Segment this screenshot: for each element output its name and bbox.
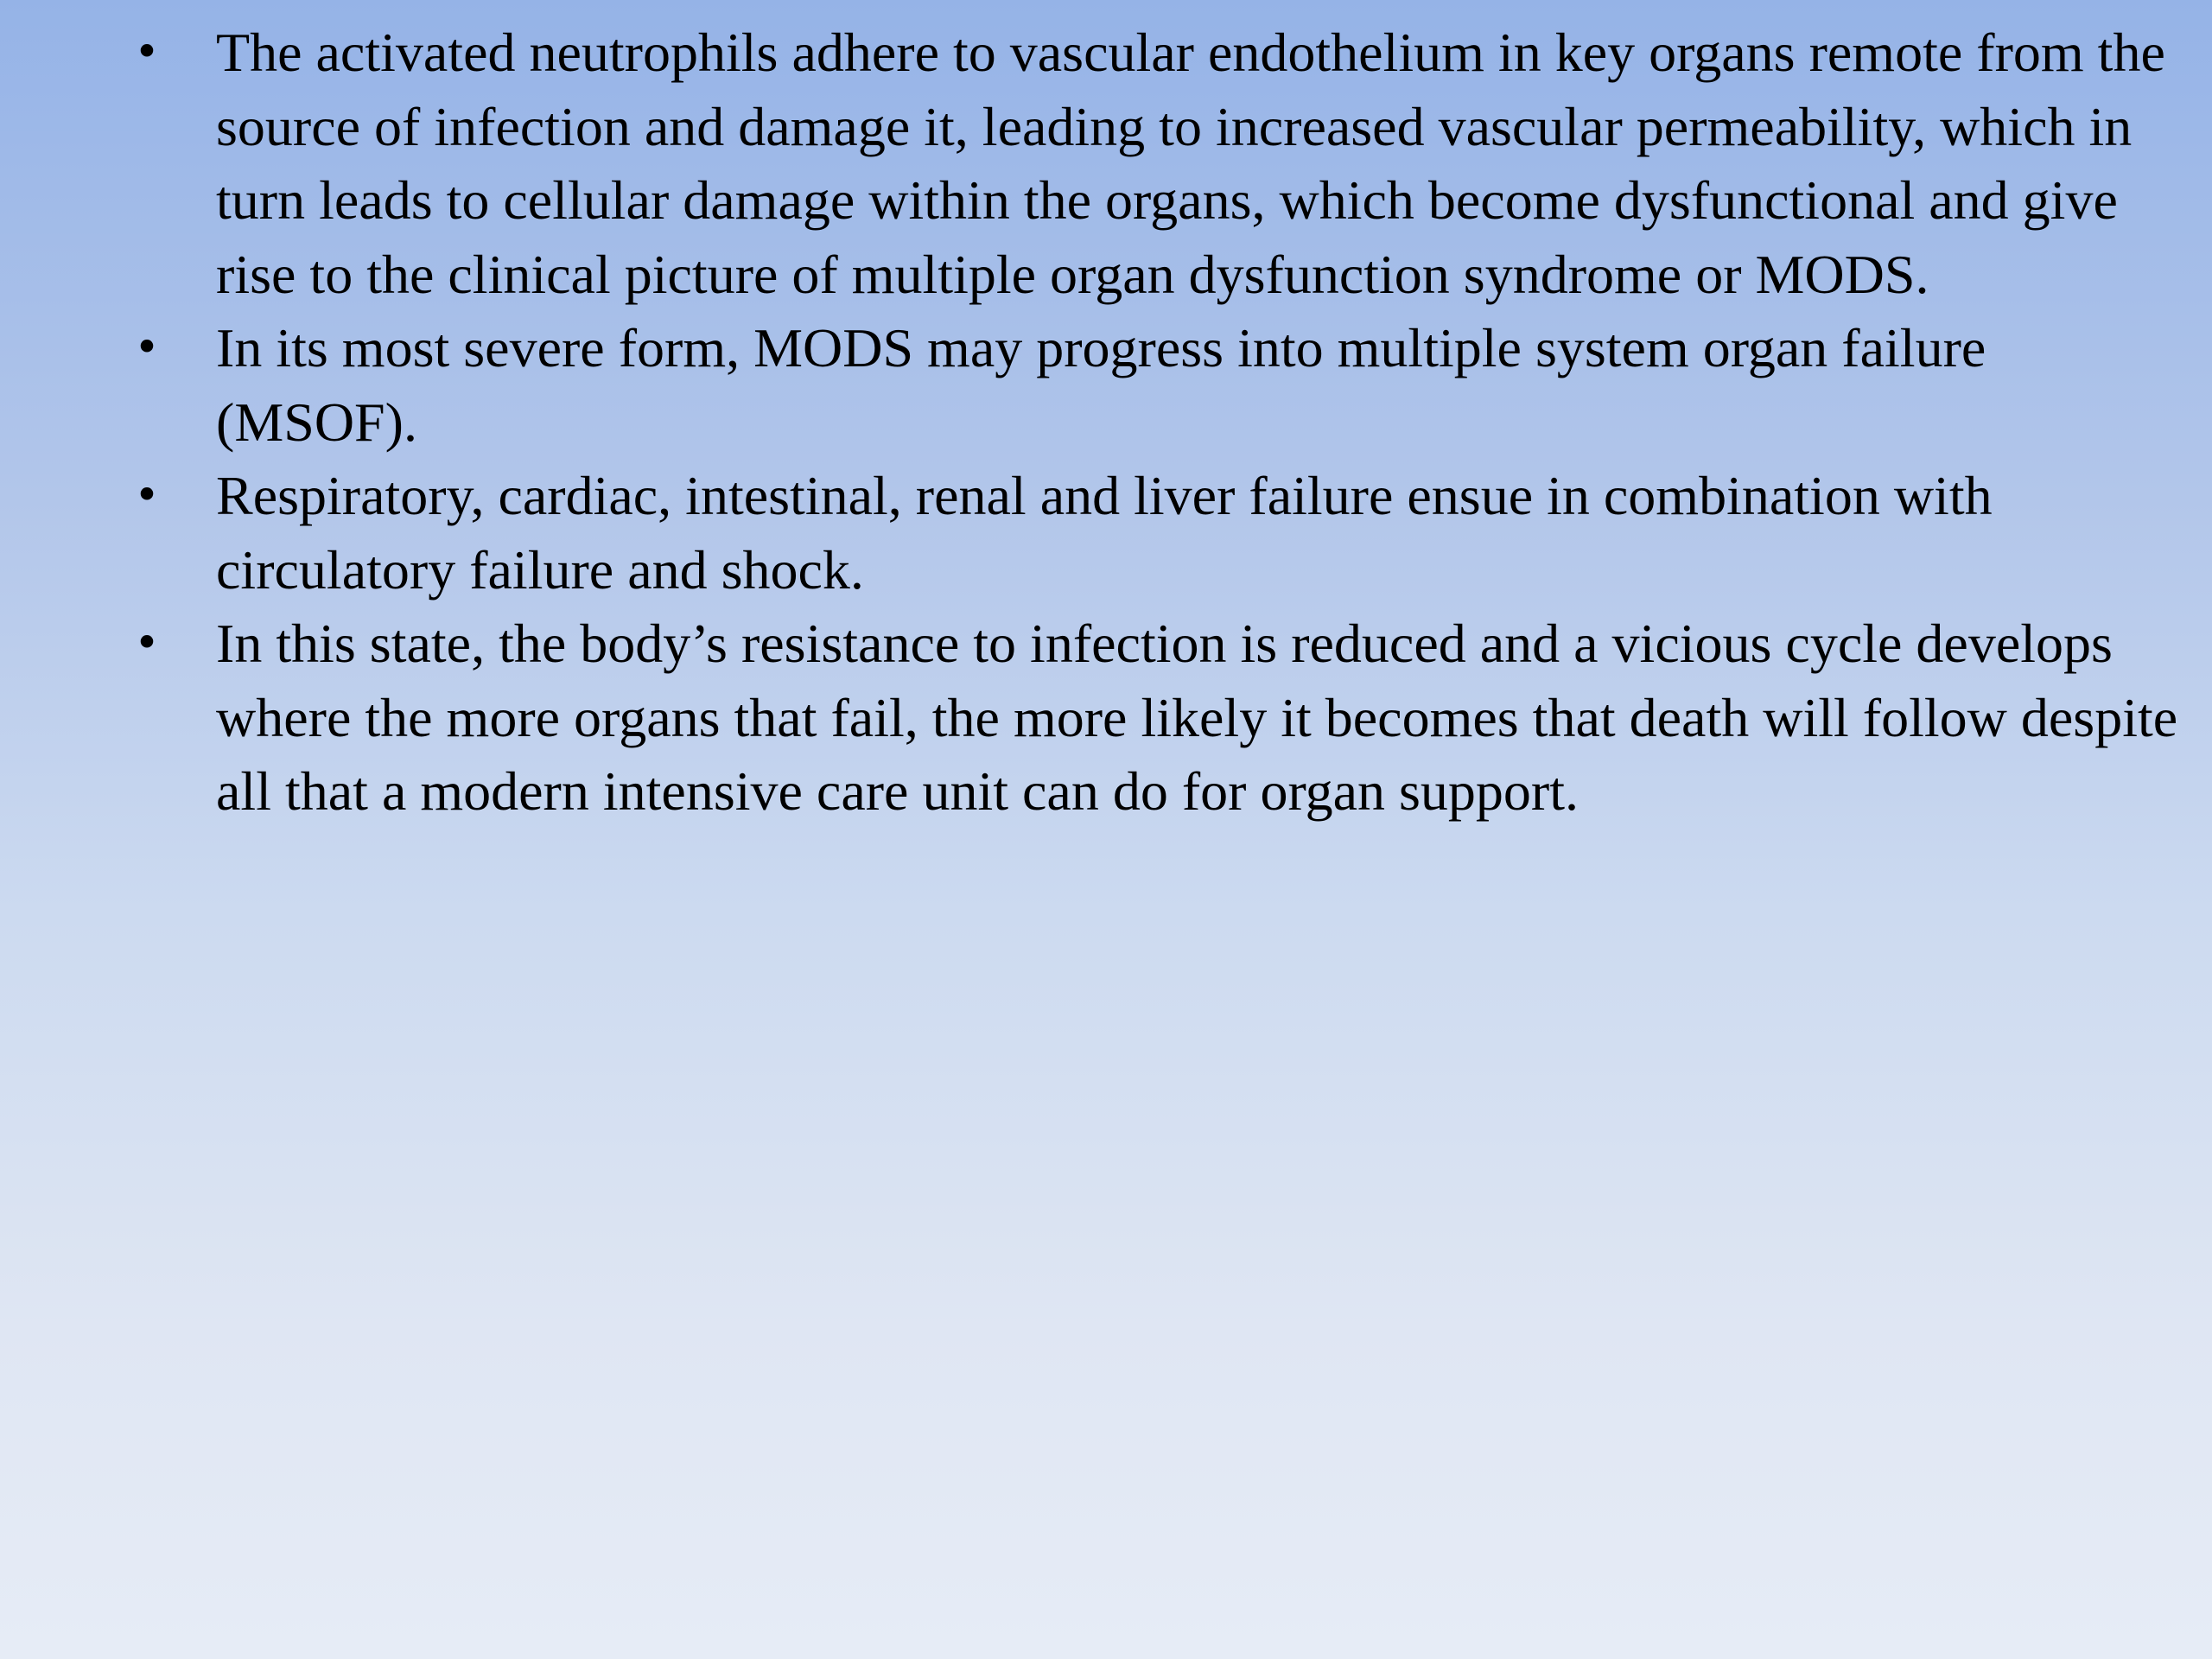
bullet-text: Respiratory, cardiac, intestinal, renal and liver failure ensue in combination with circulatory failure and shock. bbox=[216, 465, 1993, 601]
bullet-marker: • bbox=[134, 27, 160, 77]
bullet-marker: • bbox=[134, 322, 160, 372]
bullet-item-1 bbox=[130, 16, 2186, 311]
bullet-text: In this state, the body’s resistance to infection is reduced and a vicious cycle develops where the more organs that fail, the more likely it becomes that death will follow despite all that a modern intensive care unit can do for organ support. bbox=[216, 613, 2178, 822]
bullet-list bbox=[130, 16, 2186, 829]
bullet-marker: • bbox=[134, 470, 160, 520]
bullet-marker: • bbox=[134, 618, 160, 668]
bullet-item-4 bbox=[130, 607, 2186, 829]
bullet-item-2 bbox=[130, 311, 2186, 459]
bullet-text: In its most severe form, MODS may progress into multiple system organ failure (MSOF). bbox=[216, 317, 1986, 453]
bullet-text: The activated neutrophils adhere to vascular endothelium in key organs remote from the source of infection and damage it, leading to increased vascular permeability, which in turn leads to cellular damage within the organs, which become dysfunctional and give rise to the clinical picture of multiple organ dysfunction syndrome or MODS. bbox=[216, 22, 2165, 305]
bullet-item-3 bbox=[130, 459, 2186, 607]
